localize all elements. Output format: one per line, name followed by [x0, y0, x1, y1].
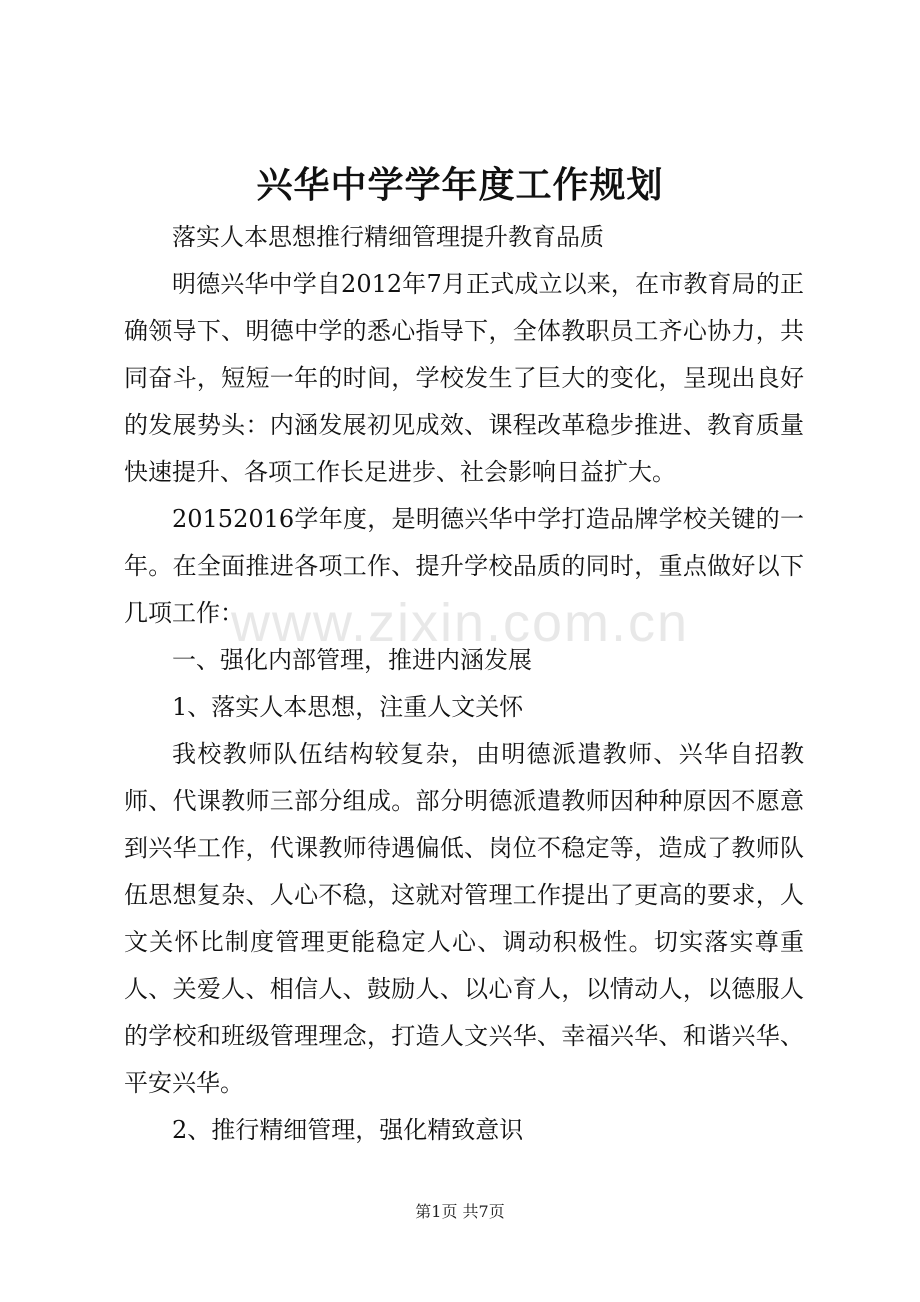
- document-title: 兴华中学学年度工作规划: [256, 164, 664, 206]
- section-heading-1: 一、强化内部管理，推进内涵发展: [172, 646, 532, 674]
- year-plan-paragraph: 20152016学年度，是明德兴华中学打造品牌学校关键的一年。在全面推进各项工作、提升学校品质的同时，重点做好以下几项工作：: [124, 505, 804, 627]
- subtitle-paragraph: 落实人本思想推行精细管理提升教育品质: [172, 223, 604, 251]
- intro-paragraph: 明德兴华中学自2012年7月正式成立以来，在市教育局的正确领导下、明德中学的悉心指导下，全体教职员工齐心协力，共同奋斗，短短一年的时间，学校发生了巨大的变化，呈现出良好的发展势头：内涵发展初见成效、课程改革稳步推进、教育质量快速提升、各项工作长足进步、社会影响日益扩大。: [124, 270, 804, 486]
- subsection-heading-1: 1、落实人本思想，注重人文关怀: [172, 693, 524, 721]
- teacher-team-paragraph: 我校教师队伍结构较复杂，由明德派遣教师、兴华自招教师、代课教师三部分组成。部分明德派遣教师因种种原因不愿意到兴华工作，代课教师待遇偏低、岗位不稳定等，造成了教师队伍思想复杂、人心不稳，这就对管理工作提出了更高的要求，人文关怀比制度管理更能稳定人心、调动积极性。切实落实尊重人、关爱人、相信人、鼓励人、以心育人，以情动人，以德服人的学校和班级管理理念，打造人文兴华、幸福兴华、和谐兴华、平安兴华。: [124, 740, 804, 1097]
- document-body: [124, 214, 804, 1154]
- watermark-text: www.zixin.com.cn: [230, 593, 690, 653]
- page-footer: 第1页 共7页: [415, 1202, 505, 1221]
- subsection-heading-2: 2、推行精细管理，强化精致意识: [172, 1116, 524, 1144]
